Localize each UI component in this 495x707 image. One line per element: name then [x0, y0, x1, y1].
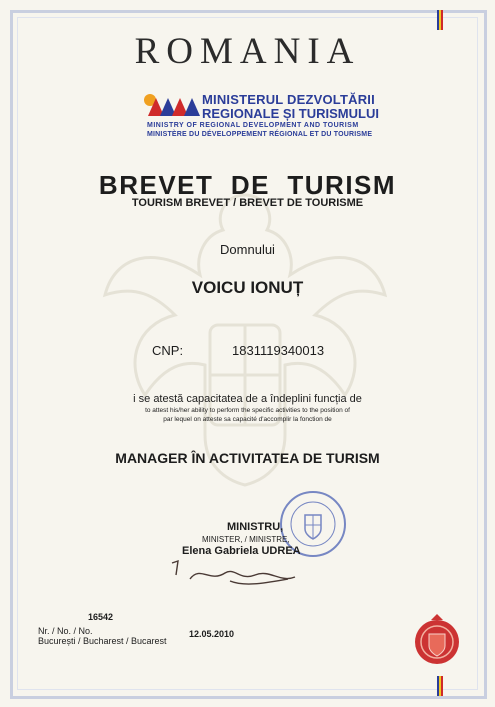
certificate-subtitle: TOURISM BREVET / BREVET DE TOURISME — [131, 197, 364, 209]
certificate-title: BREVET DE TURISM — [98, 170, 397, 200]
signatory-title-translations: MINISTER, / MINISTRE, — [202, 535, 290, 544]
attestation-fr: par lequel on atteste sa capacité d'accomplir la fonction de — [163, 416, 332, 423]
serial-number: 16542 — [88, 612, 114, 622]
cnp-label: CNP: — [152, 343, 184, 358]
ministry-name-ro-line2: REGIONALE ȘI TURISMULUI — [202, 106, 379, 121]
tricolor-ribbon-bottom-icon — [437, 676, 443, 696]
signatory-name: Elena Gabriela UDREA — [182, 545, 301, 557]
wax-seal-icon — [413, 612, 461, 670]
function-title: MANAGER ÎN ACTIVITATEA DE TURISM — [115, 450, 380, 466]
cnp-value: 1831119340013 — [232, 343, 325, 358]
country-title: ROMANIA — [134, 31, 361, 72]
attestation-ro: i se atestă capacitatea de a îndeplini funcția de — [133, 393, 362, 405]
ministry-name-en: MINISTRY OF REGIONAL DEVELOPMENT AND TOURISM — [147, 122, 359, 129]
issue-date: 12.05.2010 — [189, 629, 235, 639]
attestation-en: to attest his/her ability to perform the specific activities to the position of — [145, 407, 350, 414]
salutation: Domnului — [220, 242, 275, 257]
handwritten-signature-icon — [170, 553, 320, 593]
ministry-logo-icon — [142, 90, 202, 120]
ministry-logo-block — [142, 90, 379, 150]
tricolor-ribbon-top-icon — [437, 10, 443, 30]
issue-city: București / Bucharest / Bucarest — [38, 636, 167, 646]
holder-name: VOICU IONUȚ — [191, 278, 304, 297]
coat-of-arms-watermark-icon — [95, 175, 395, 495]
signatory-title: MINISTRU, — [227, 521, 284, 533]
number-label: Nr. / No. / No. — [38, 626, 93, 636]
ministry-name-ro-line1: MINISTERUL DEZVOLTĂRII — [202, 92, 375, 107]
ministry-name-fr: MINISTÈRE DU DÉVELOPPEMENT RÉGIONAL ET DU TOURISME — [147, 131, 373, 138]
